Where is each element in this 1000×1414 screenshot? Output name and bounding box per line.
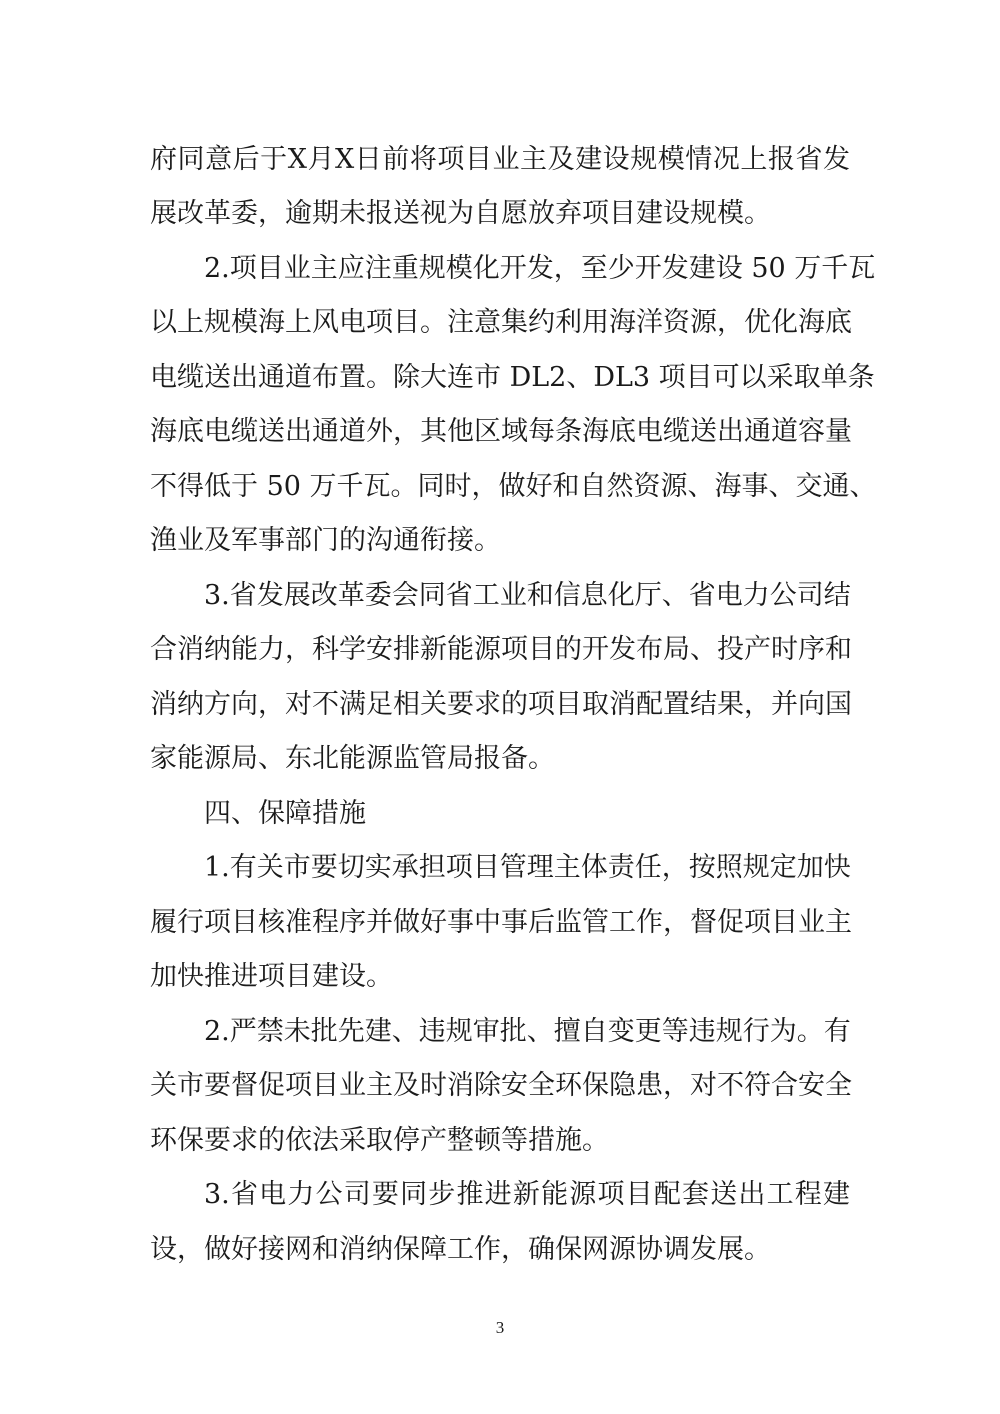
body-line: 合消纳能力，科学安排新能源项目的开发布局、投产时序和 — [150, 634, 852, 665]
body-line: 海底电缆送出通道外，其他区域每条海底电缆送出通道容量 — [150, 416, 852, 447]
body-line: 家能源局、东北能源监管局报备。 — [150, 743, 555, 774]
body-line: 2.项目业主应注重规模化开发，至少开发建设 50 万千瓦 — [204, 253, 876, 284]
page-number: 3 — [495, 1318, 505, 1337]
section-heading: 四、保障措施 — [204, 798, 366, 829]
body-line: 不得低于 50 万千瓦。同时，做好和自然资源、海事、交通、 — [150, 471, 877, 502]
body-line: 以上规模海上风电项目。注意集约利用海洋资源，优化海底 — [150, 307, 852, 338]
body-line: 消纳方向，对不满足相关要求的项目取消配置结果，并向国 — [150, 689, 852, 720]
body-line: 展改革委，逾期未报送视为自愿放弃项目建设规模。 — [150, 198, 771, 229]
body-line: 3.省发展改革委会同省工业和信息化厅、省电力公司结 — [204, 580, 851, 611]
body-line: 1.有关市要切实承担项目管理主体责任，按照规定加快 — [204, 852, 851, 883]
body-line: 环保要求的依法采取停产整顿等措施。 — [150, 1125, 609, 1156]
body-line: 设，做好接网和消纳保障工作，确保网源协调发展。 — [150, 1234, 771, 1265]
body-line: 2.严禁未批先建、违规审批、擅自变更等违规行为。有 — [204, 1016, 851, 1047]
body-line: 电缆送出通道布置。除大连市 DL2、DL3 项目可以采取单条 — [150, 362, 875, 393]
body-line: 府同意后于X月X日前将项目业主及建设规模情况上报省发 — [150, 144, 850, 175]
body-line: 加快推进项目建设。 — [150, 961, 393, 992]
body-line: 渔业及军事部门的沟通衔接。 — [150, 525, 501, 556]
body-line: 履行项目核准程序并做好事中事后监管工作，督促项目业主 — [150, 907, 852, 938]
body-line: 关市要督促项目业主及时消除安全环保隐患，对不符合安全 — [150, 1070, 852, 1101]
body-line: 3.省电力公司要同步推进新能源项目配套送出工程建 — [204, 1179, 850, 1210]
